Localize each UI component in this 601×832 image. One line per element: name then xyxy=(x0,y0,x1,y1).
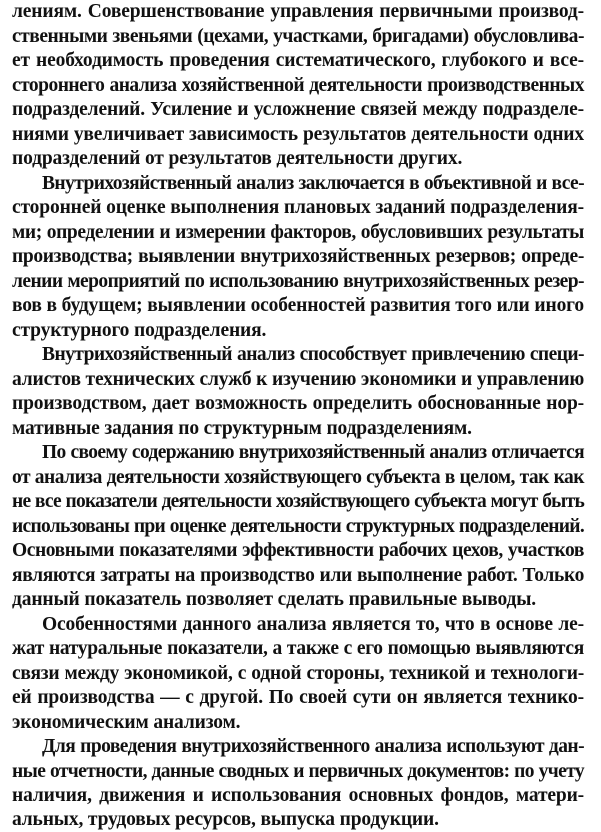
text-line: ниями увеличивает зависимость результатов деятельности одних xyxy=(12,123,584,145)
text-line: наличия, движения и использования основных фондов, матери- xyxy=(12,785,584,806)
text-line: экономическим анализом. xyxy=(12,711,241,733)
text-line: структурного подразделения. xyxy=(12,319,267,341)
text-line: Основными показателями эффективности рабочих цехов, участков xyxy=(12,540,584,561)
text-line: ей производства — с другой. По своей сути он является технико- xyxy=(12,687,584,708)
text-line: являются затраты на производство или выполнение работ. Только xyxy=(12,564,584,586)
text-line: Внутрихозяйственный анализ способствует привлечению специ- xyxy=(42,344,584,365)
text-line: производства; выявлении внутрихозяйственных резервов; опреде- xyxy=(12,246,584,267)
text-line: сторонней оценке выполнения плановых заданий подразделения- xyxy=(12,197,584,218)
text-line: Особенностями данного анализа является то, что в основе ле- xyxy=(42,613,584,635)
text-line: По своему содержанию внутрихозяйственный анализ отличается xyxy=(42,442,584,463)
text-line: Для проведения внутрихозяйственного анализа используют дан- xyxy=(42,736,584,757)
text-line: вов в будущем; выявлении особенностей развития того или иного xyxy=(12,295,584,316)
text-line: Внутрихозяйственный анализ заключается в объективной и все- xyxy=(42,172,584,194)
text-line: ми; определении и измерении факторов, обусловивших результаты xyxy=(12,221,584,243)
text-line: ет необходимость проведения систематического, глубокого и все- xyxy=(12,50,584,71)
text-line: использованы при оценке деятельности структурных подразделений. xyxy=(12,515,584,537)
text-line: данный показатель позволяет сделать правильные выводы. xyxy=(12,589,537,610)
text-line: не все показатели деятельности хозяйствующего субъекта могут быть xyxy=(12,491,584,512)
text-line: жат натуральные показатели, а также с его помощью выявляются xyxy=(12,638,584,659)
text-line: мативные задания по структурным подразделениям. xyxy=(12,417,472,439)
text-line: ные отчетности, данные сводных и первичных документов: по учету xyxy=(12,760,584,782)
text-line: альных, трудовых ресурсов, выпуска продукции. xyxy=(12,809,439,830)
text-line: стороннего анализа хозяйственной деятельности производственных xyxy=(12,74,584,96)
text-line: производством, дает возможность определить обоснованные нор- xyxy=(12,393,584,414)
text-line: лениям. Совершенствование управления первичными производ- xyxy=(12,1,584,22)
text-line: от анализа деятельности хозяйствующего субъекта в целом, так как xyxy=(12,466,584,488)
text-line: подразделений от результатов деятельности других. xyxy=(12,148,463,169)
text-line: подразделений. Усиление и усложнение связей между подразделе- xyxy=(12,99,584,120)
text-line: лении мероприятий по использованию внутрихозяйственных резер- xyxy=(12,270,584,292)
text-line: связи между экономикой, с одной стороны, техникой и технологи- xyxy=(12,662,584,684)
text-line: ственными звеньями (цехами, участками, бригадами) обусловлива- xyxy=(12,25,584,47)
text-line: алистов технических служб к изучению экономики и управлению xyxy=(12,368,585,390)
